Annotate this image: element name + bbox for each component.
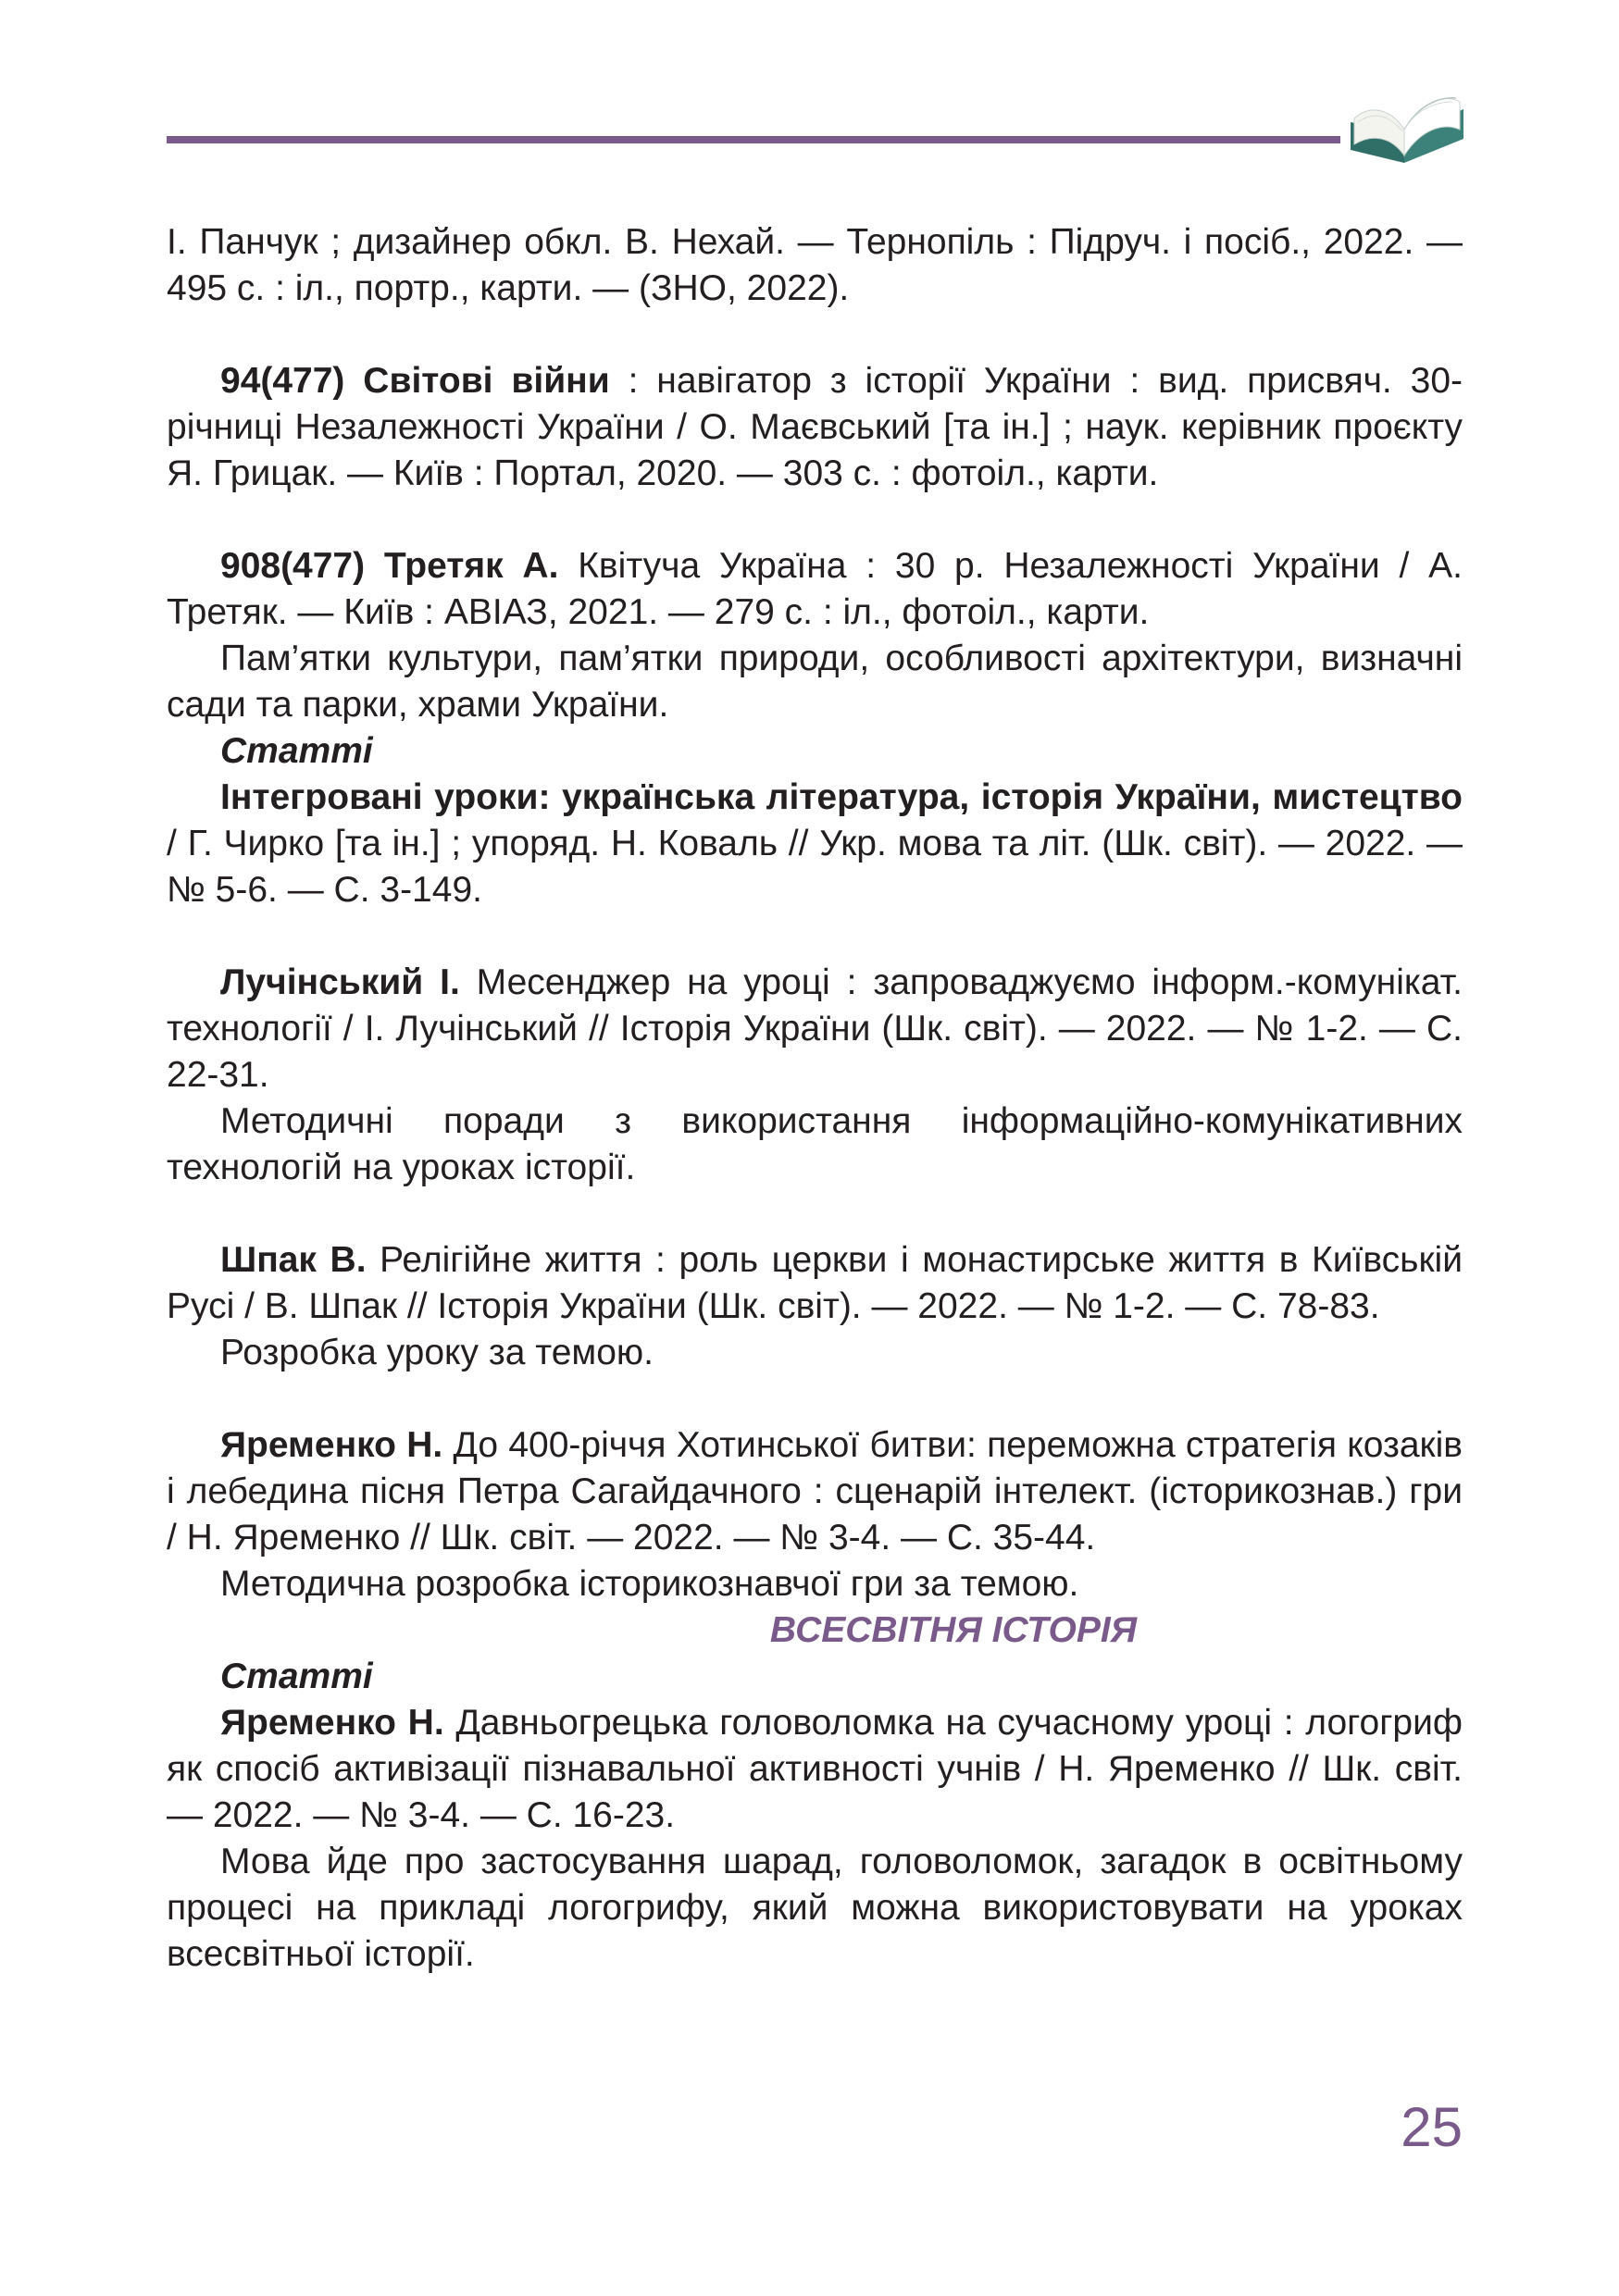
bibliography-entry-3: [167, 543, 1463, 728]
world-article-entry-1: [167, 1700, 1463, 1978]
entry-text: До 400-річчя Хотинської битви: переможна стратегія козаків і лебедина пісня Петра Сагайдачного : сценарій інтелект. (історикознав.) гри / Н. Яременко // Шк. світ. — 2022. — № 3-4. — С. 35-44.: [167, 1425, 1463, 1558]
entry-heading: 94(477) Світові війни: [220, 361, 610, 401]
entry-text: І. Панчук ; дизайнер обкл. В. Нехай. — Тернопіль : Підруч. і посіб., 2022. — 495 с. : іл., портр., карти. — (ЗНО, 2022).: [167, 222, 1463, 308]
entry-text: Релігійне життя : роль церкви і монастирське життя в Київській Русі / В. Шпак // Історія України (Шк. світ). — 2022. — № 1-2. — С. 78-83.: [167, 1240, 1463, 1326]
entry-annotation: Пам’ятки культури, пам’ятки природи, особливості архітектури, визначні сади та парки, храми України.: [167, 639, 1463, 725]
entry-heading: Інтегровані уроки: українська література, історія України, мистецтво: [220, 777, 1463, 817]
bibliography-content: [167, 219, 1463, 1978]
entry-heading: Яременко Н.: [220, 1425, 443, 1465]
entry-text: Квітуча Україна : 30 р. Незалежності України / А. Третяк. — Київ : АВІАЗ, 2021. — 279 с. : іл., фотоіл., карти.: [167, 546, 1463, 632]
article-entry-2: [167, 960, 1463, 1191]
article-entry-3: [167, 1237, 1463, 1376]
entry-annotation: Методична розробка історикознавчої гри за темою.: [220, 1564, 1079, 1604]
entry-annotation: Мова йде про застосування шарад, головоломок, загадок в освітньому процесі на прикладі логогрифу, який можна використовувати на уроках всесвітньої історії.: [167, 1842, 1463, 1974]
entry-annotation: Методичні поради з використання інформаційно-комунікативних технологій на уроках історії.: [167, 1101, 1463, 1187]
bibliography-entry-1: [167, 219, 1463, 312]
entry-heading: Яременко Н.: [220, 1703, 444, 1743]
subheading-articles: Статті: [220, 731, 373, 771]
open-book-icon: [1347, 85, 1467, 165]
page-number: 25: [1401, 2096, 1463, 2158]
header-rule: [167, 136, 1340, 143]
subheading-articles-world: Статті: [220, 1657, 373, 1696]
entry-text: Давньогрецька головоломка на сучасному уроці : логогриф як спосіб активізації пізнавальної активності учнів / Н. Яременко // Шк. світ. — 2022. — № 3-4. — С. 16-23.: [167, 1703, 1463, 1835]
section-title: ВСЕСВІТНЯ ІСТОРІЯ: [769, 1610, 1138, 1650]
bibliography-entry-2: [167, 358, 1463, 497]
entry-heading: Шпак В.: [220, 1240, 367, 1280]
entry-heading: 908(477) Третяк А.: [220, 546, 559, 586]
entry-text: Месенджер на уроці : запроваджуємо інформ.-комунікат. технології / І. Лучінський // Історія України (Шк. світ). — 2022. — № 1-2. — С. 22-31.: [167, 962, 1463, 1095]
entry-heading: Лучінський І.: [220, 962, 460, 1002]
article-entry-4: [167, 1422, 1463, 1607]
article-entry-1: [167, 775, 1463, 913]
entry-text: : навігатор з історії України : вид. присвяч. 30-річниці Незалежності України / О. Маєвський [та ін.] ; наук. керівник проєкту Я. Грицак. — Київ : Портал, 2020. — 303 с. : фотоіл., карти.: [167, 361, 1463, 493]
entry-annotation: Розробка уроку за темою.: [220, 1333, 654, 1372]
entry-text: / Г. Чирко [та ін.] ; упоряд. Н. Коваль // Укр. мова та літ. (Шк. світ). — 2022. — № 5-6. — С. 3-149.: [167, 824, 1463, 910]
